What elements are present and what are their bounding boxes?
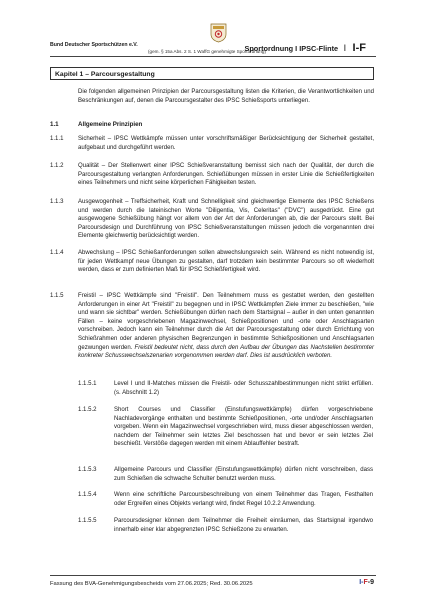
subparagraph-text: Parcoursdesigner können dem Teilnehmer die Freiheit einräumen, das Startsignal irgendwo innerhalb einer klar abgegrenzten IPSC Schießzone zu erwarten. [114,518,373,533]
subparagraph-number: 1.1.5.5 [78,518,97,524]
paragraph-number: 1.1.1 [50,136,64,142]
page-prefix: I- [359,579,364,586]
page-discipline: F [363,579,368,586]
paragraph-number: 1.1.5 [50,293,64,299]
header-organization [50,42,138,49]
subparagraph-number: 1.1.5.2 [78,407,97,413]
paragraph-number: 1.1.3 [50,199,64,205]
paragraph-text: Sicherheit – IPSC Wettkämpfe müssen unter vorschriftsmäßiger Berücksichtigung der Sicherheit gestaltet, aufgebaut und durchgeführt werden. [78,136,374,151]
chapter-title: Kapitel 1 – Parcoursgestaltung [55,70,155,78]
organization-name: Bund Deutscher Sportschützen e.V. [50,42,138,48]
section-title: Allgemeine Prinzipien [78,121,143,128]
document-code: I-F [352,42,366,54]
footer-rule [50,575,376,576]
paragraph-number: 1.1.4 [50,250,64,256]
bdsschuetzen-emblem-icon [210,23,227,43]
subparagraph-number: 1.1.5.3 [78,467,97,473]
paragraph-number: 1.1.2 [50,163,64,169]
paragraph-freistil [78,292,374,361]
subparagraph-text: Level I und II-Matches müssen die Freistil- oder Schusszahlbestimmungen nicht strikt erfüllen. (s. Abschnitt 1.2) [114,381,373,396]
legal-note: (gem. § 15a Abs. 2 S. 1 WaffG genehmigte Sportordnung) [148,49,266,54]
document-title: Sportordnung I IPSC-Flinte [244,44,339,53]
paragraph-italic-note: Freistil bedeutet nicht, dass durch den Aufbau der Übungen das Nachstellen bestimmter konkreter Schusswechselszenarien vorgenommen werden darf. Dies ist ausdrücklich verboten. [78,344,374,360]
header-document-title [244,38,366,56]
intro-paragraph: Die folgenden allgemeinen Prinzipien der Parcoursgestaltung listen die Kriterien, die Verantwortlichkeiten und Beschränkungen auf, denen die Parcoursgestalter des IPSC Schießsports unterliegen. [78,89,374,104]
page-number [359,579,374,586]
paragraph-text: Ausgewogenheit – Treffsicherheit, Kraft und Schnelligkeit sind gleichwertige Elemente des IPSC Schießens und werden durch die lateinischen Worte "Diligentia, Vis, Celeritas" ("DVC") ausgedrückt. Eine gut ausgewogene Schießübung hängt vor allem von der Art der Anforderungen ab, die der Parcours stellt. Bei Parcoursdesign und Durchführung von IPSC Schießveranstaltungen müssen jedoch die vorgenannten drei Elemente gleichwertig berücksichtigt werden. [78,199,374,240]
page-index: -9 [367,579,374,586]
subparagraph-number: 1.1.5.4 [78,492,97,498]
paragraph-text: Abwechslung – IPSC Schießanforderungen sollen abwechslungsreich sein. Während es nicht notwendig ist, für jeden Wettkampf neue Übungen zu gestalten, darf trotzdem kein bestimmter Parcours so oft wiederholt werden, dass er zum definierten Maß für IPSC Schießfertigkeit wird. [78,250,374,274]
subparagraph-text: Short Courses und Classifier (Einstufungswettkämpfe) dürfen vorgeschriebene Nachladevorgänge enthalten und bestimmte Schießpositionen, -orte und/oder Anschlagsarten vorgeben. Wenn ein Magazinwechsel vorgeschrieben wird, muss dieser abgeschlossen werden, nachdem der Teilnehmer sein letztes Ziel beschossen hat und bevor er sein letztes Ziel beschießt. Verstöße dagegen werden mit einem Ablauffehler bestraft. [114,407,373,448]
header-rule [50,56,376,57]
paragraph-text: Qualität – Der Stellenwert einer IPSC Schießveranstaltung bemisst sich nach der Qualität, der durch die Parcoursgestaltung verlangten Anforderungen. Schießübungen müssen in erster Linie die Schießfertigkeiten eines Teilnehmers und nicht seine körperlichen Fähigkeiten testen. [78,163,374,187]
paragraph-text: Freistil – IPSC Wettkämpfe sind "Freistil". Den Teilnehmern muss es gestattet werden, den gestellten Anforderungen in einer Art "Freistil" zu begegnen und in IPSC Wettkämpfen Ziele immer zu beschießen, "wie und wann sie sichtbar" werden. Schießübungen dürfen nach dem Startsignal – außer in den unten genannten Fällen – keine vorgeschriebenen Magazinwechsel, Schießpositionen und -orte oder Anschlagsarten vorschreiben. Jedoch kann ein Teilnehmer durch die Art der Parcoursgestaltung oder durch Errichtung von Schießrahmen oder anderen physischen Begrenzungen in bestimmte Schießpositionen und Anschlagsarten gezwungen werden. [78,293,374,351]
subparagraph-text: Allgemeine Parcours und Classifier (Einstufungswettkämpfe) dürfen nicht vorschreiben, dass zum Schießen die schwache Schulter benutzt werden muss. [114,467,373,482]
subparagraph-number: 1.1.5.1 [78,381,97,387]
subparagraph-text: Wenn eine schriftliche Parcoursbeschreibung von einem Teilnehmer das Tragen, Festhalten oder Ergreifen eines Objekts verlangt wird, findet Regel 10.2.2 Anwendung. [114,492,373,507]
chapter-heading-box [50,67,374,80]
title-separator: I [343,43,347,53]
section-number: 1.1 [50,121,59,128]
footer-version-note: Fassung des BVA-Genehmigungsbescheids vom 27.06.2025; Red. 30.06.2025 [50,581,253,587]
